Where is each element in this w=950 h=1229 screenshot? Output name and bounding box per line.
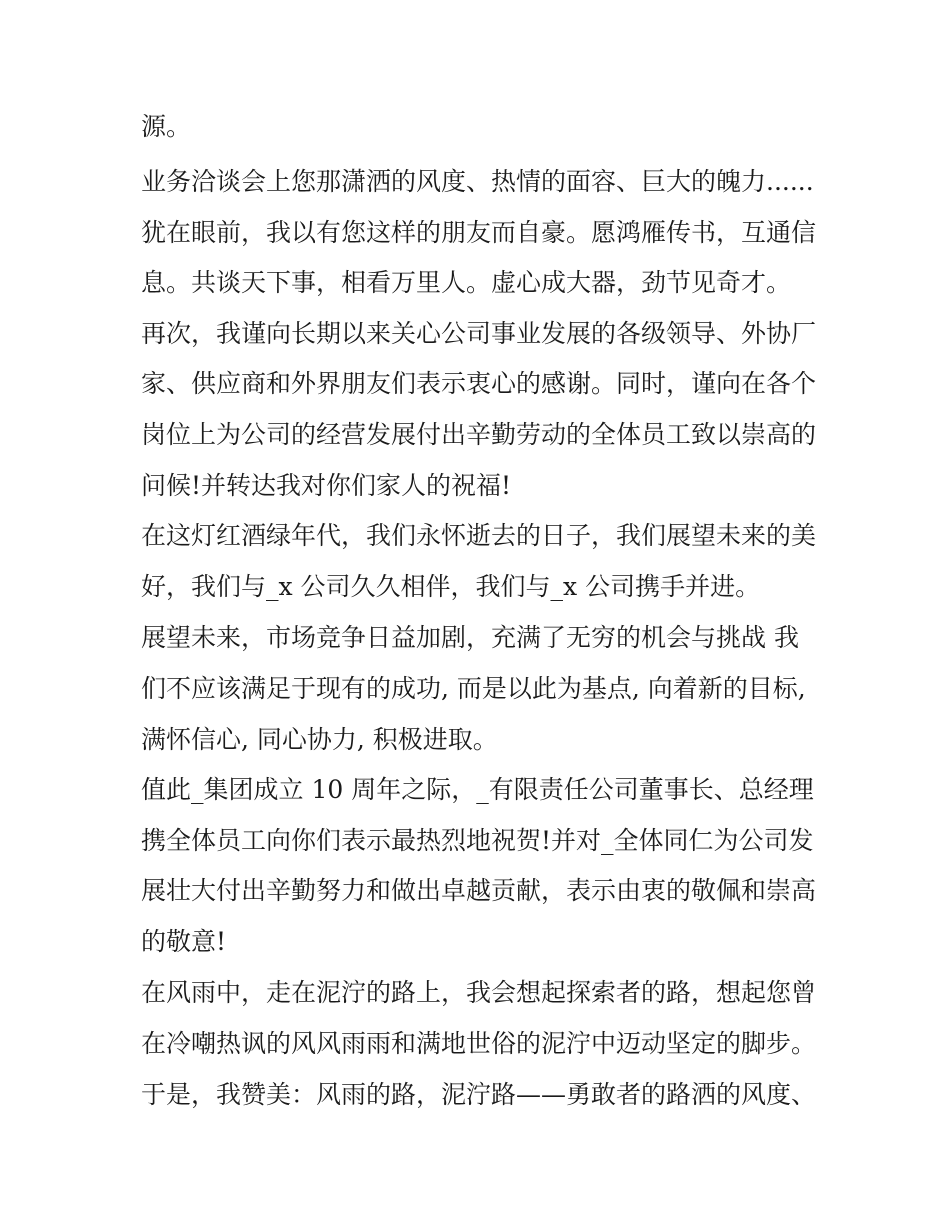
text-line: 的敬意! [141,927,227,956]
text-line: 展壮大付出辛勤努力和做出卓越贡献，表示由衷的敬佩和崇高 [141,876,817,905]
text-line: 再次，我谨向长期以来关心公司事业发展的各级领导、外协厂 [141,319,817,348]
text-line: 在这灯红酒绿年代，我们永怀逝去的日子，我们展望未来的美 [141,521,817,550]
text-line: 源。 [141,112,192,141]
text-line: 值此_集团成立 10 周年之际，_有限责任公司董事长、总经理 [141,775,814,804]
text-line: 在冷嘲热讽的风风雨雨和满地世俗的泥泞中迈动坚定的脚步。 [141,1029,817,1058]
text-line: 岗位上为公司的经营发展付出辛勤劳动的全体员工致以崇高的 [141,420,817,449]
text-line: 问候!并转达我对你们家人的祝福! [141,471,512,500]
text-line: 携全体员工向你们表示最热烈地祝贺!并对_全体同仁为公司发 [141,826,814,855]
text-line: 们不应该满足于现有的成功, 而是以此为基点, 向着新的目标, [141,674,806,703]
text-line: 好，我们与_x 公司久久相伴，我们与_x 公司携手并进。 [141,572,761,601]
text-line: 息。共谈天下事，相看万里人。虚心成大器，劲节见奇才。 [141,268,792,297]
text-line: 在风雨中，走在泥泞的路上，我会想起探索者的路，想起您曾 [141,978,817,1007]
text-line: 家、供应商和外界朋友们表示衷心的感谢。同时，谨向在各个 [141,369,817,398]
text-line: 展望未来，市场竞争日益加剧，充满了无穷的机会与挑战 我 [141,623,799,652]
text-line: 业务洽谈会上您那潇洒的风度、热情的面容、巨大的魄力...... [141,167,814,196]
text-line: 满怀信心, 同心协力, 积极进取。 [141,725,498,754]
text-line: 于是，我赞美：风雨的路，泥泞路——勇敢者的路洒的风度、 [141,1080,817,1109]
text-line: 犹在眼前，我以有您这样的朋友而自豪。愿鸿雁传书，互通信 [141,218,817,247]
